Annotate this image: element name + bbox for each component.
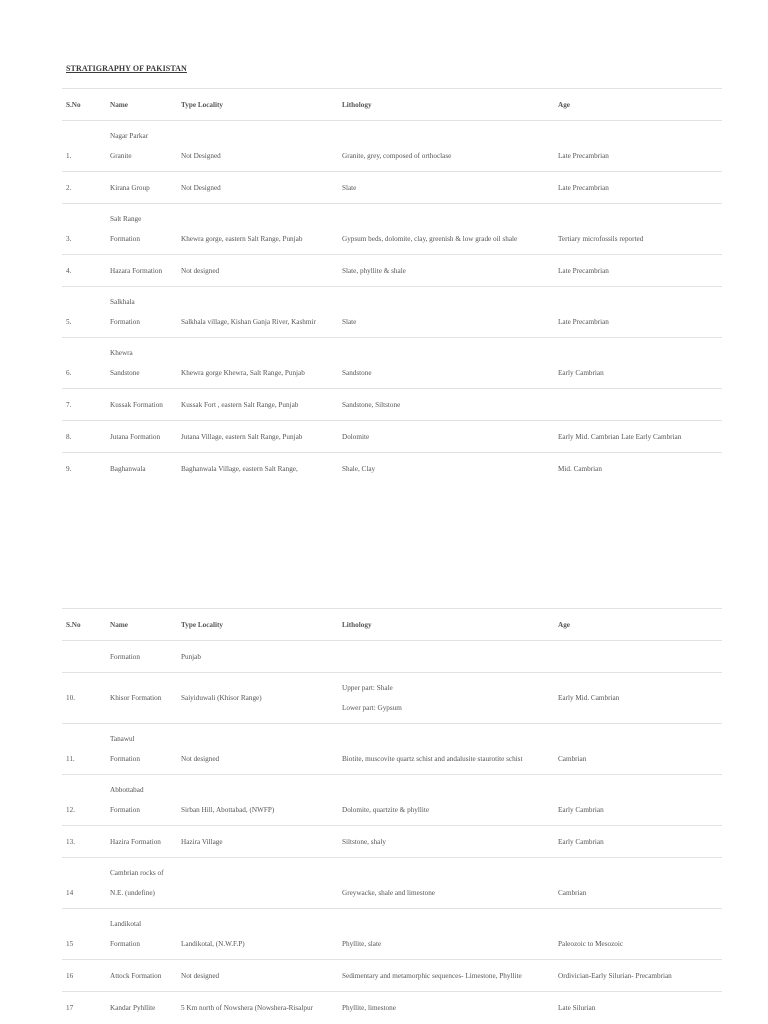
row-sno: 7. bbox=[62, 389, 106, 421]
row-name-line2: Granite bbox=[110, 152, 132, 160]
row-name: Hazara Formation bbox=[106, 255, 177, 287]
row-name-line2: Formation bbox=[110, 940, 140, 948]
row-lithology: Sedimentary and metamorphic sequences- Limestone, Phyllite bbox=[338, 960, 554, 992]
row-lithology: Phyllite, limestone bbox=[338, 992, 554, 1024]
row-age: Late Precambrian bbox=[554, 255, 722, 287]
header-age: Age bbox=[554, 89, 722, 121]
row-age: Late Precambrian bbox=[558, 152, 609, 160]
header-locality: Type Locality bbox=[177, 89, 338, 121]
row-sno: 3. bbox=[66, 235, 72, 243]
row-locality: Baghanwala Village, eastern Salt Range, bbox=[177, 453, 338, 485]
row-name-line2: Sandstone bbox=[110, 369, 140, 377]
row-lithology: Biotite, muscovite quartz schist and andalusite staurotite schist bbox=[342, 755, 523, 763]
row-name-line1: Tanawul bbox=[110, 735, 135, 743]
table-row bbox=[62, 287, 722, 338]
table-row bbox=[62, 641, 722, 673]
row-sno: 15 bbox=[66, 940, 74, 948]
row-lithology: Slate bbox=[338, 172, 554, 204]
row-locality: Kussak Fort , eastern Salt Range, Punjab bbox=[177, 389, 338, 421]
table-row bbox=[62, 960, 722, 992]
row-sno: 1. bbox=[66, 152, 72, 160]
row-name: Kussak Formation bbox=[106, 389, 177, 421]
row-age: Paleozoic to Mesozoic bbox=[558, 940, 624, 948]
row-lithology: Granite, grey, composed of orthoclase bbox=[342, 152, 452, 160]
row-lithology: Shale, Clay bbox=[338, 453, 554, 485]
row-age: Cambrian bbox=[558, 889, 587, 897]
row-lithology-line1: Upper part: Shale bbox=[342, 684, 393, 692]
row-name: Kandar Pyhllite bbox=[106, 992, 177, 1024]
row-locality: Not designed bbox=[181, 755, 220, 763]
row-name-line2: Formation bbox=[110, 755, 140, 763]
row-age: Late Precambrian bbox=[558, 318, 609, 326]
row-age: Cambrian bbox=[558, 755, 587, 763]
row-age: Late Silurian bbox=[554, 992, 722, 1024]
header-lithology: Lithology bbox=[338, 89, 554, 121]
row-locality: Not designed bbox=[177, 255, 338, 287]
row-locality: Not Designed bbox=[181, 152, 221, 160]
row-sno: 4. bbox=[62, 255, 106, 287]
row-lithology: Slate bbox=[342, 318, 357, 326]
table-row bbox=[62, 338, 722, 389]
row-age: Early Mid. Cambrian bbox=[554, 673, 722, 724]
table-row bbox=[62, 204, 722, 255]
row-lithology: Dolomite bbox=[338, 421, 554, 453]
row-name-line2: Formation bbox=[110, 235, 140, 243]
row-sno: 11. bbox=[66, 755, 75, 763]
row-name: Khisor Formation bbox=[106, 673, 177, 724]
header-name: Name bbox=[106, 89, 177, 121]
table-row bbox=[62, 724, 722, 775]
row-age: Late Precambrian bbox=[554, 172, 722, 204]
row-name: Kirana Group bbox=[106, 172, 177, 204]
row-lithology-line2: Lower part: Gypsum bbox=[342, 704, 402, 712]
row-sno: 14 bbox=[66, 889, 74, 897]
row-name: Jutana Formation bbox=[106, 421, 177, 453]
header-name: Name bbox=[106, 609, 177, 641]
row-locality: Sirban Hill, Abottabad, (NWFP) bbox=[181, 806, 275, 814]
stratigraphy-table-1 bbox=[62, 88, 722, 484]
row-locality: Not designed bbox=[177, 960, 338, 992]
row-name: Hazira Formation bbox=[106, 826, 177, 858]
row-lithology: Siltstone, shaly bbox=[338, 826, 554, 858]
table-row bbox=[62, 775, 722, 826]
row-locality: Hazira Village bbox=[177, 826, 338, 858]
table-row bbox=[62, 992, 722, 1024]
row-locality bbox=[181, 888, 334, 898]
row-name-line1: Salkhala bbox=[110, 298, 135, 306]
row-sno: 13. bbox=[62, 826, 106, 858]
row-name-line1: Abbottabad bbox=[110, 786, 144, 794]
row-lithology: Dolomite, quartzite & phyllite bbox=[342, 806, 430, 814]
row-age bbox=[554, 641, 722, 673]
row-age: Early Cambrian bbox=[558, 806, 604, 814]
table-header-row bbox=[62, 609, 722, 641]
row-lithology: Slate, phyllite & shale bbox=[338, 255, 554, 287]
row-name-line1: Khewra bbox=[110, 349, 133, 357]
table-row bbox=[62, 858, 722, 909]
row-name-line1: Salt Range bbox=[110, 215, 142, 223]
row-age: Early Mid. Cambrian Late Early Cambrian bbox=[554, 421, 722, 453]
row-sno: 17 bbox=[62, 992, 106, 1024]
row-name-line2: N.E. (undefine) bbox=[110, 889, 155, 897]
table-row bbox=[62, 421, 722, 453]
table-row bbox=[62, 673, 722, 724]
row-locality: Punjab bbox=[177, 641, 338, 673]
row-sno: 5. bbox=[66, 318, 72, 326]
row-sno bbox=[62, 641, 106, 673]
table-header-row bbox=[62, 89, 722, 121]
table-row bbox=[62, 453, 722, 485]
row-name: Formation bbox=[106, 641, 177, 673]
row-name-line1: Landikotal bbox=[110, 920, 142, 928]
row-age: Ordivician-Early Silurian- Precambrian bbox=[554, 960, 722, 992]
row-locality: Landikotal, (N.W.F.P) bbox=[181, 940, 245, 948]
table-row bbox=[62, 826, 722, 858]
row-age: Tertiary microfossils reported bbox=[558, 235, 644, 243]
row-name-line1: Cambrian rocks of bbox=[110, 869, 164, 877]
stratigraphy-table-2 bbox=[62, 608, 722, 1023]
row-lithology: Greywacke, shale and limestone bbox=[342, 889, 436, 897]
row-sno: 8. bbox=[62, 421, 106, 453]
row-sno: 6. bbox=[66, 369, 72, 377]
header-locality: Type Locality bbox=[177, 609, 338, 641]
row-locality: Not Designed bbox=[177, 172, 338, 204]
table-row bbox=[62, 389, 722, 421]
row-age: Early Cambrian bbox=[554, 826, 722, 858]
header-sno: S.No bbox=[62, 609, 106, 641]
row-lithology: Gypsum beds, dolomite, clay, greenish & low grade oil shale bbox=[342, 235, 518, 243]
row-age: Mid. Cambrian bbox=[554, 453, 722, 485]
row-locality: Khewra gorge, eastern Salt Range, Punjab bbox=[181, 235, 303, 243]
row-lithology: Sandstone bbox=[342, 369, 372, 377]
row-name-line2: Formation bbox=[110, 806, 140, 814]
row-name: Baghanwala bbox=[106, 453, 177, 485]
table-row bbox=[62, 121, 722, 172]
row-age bbox=[554, 389, 722, 421]
header-sno: S.No bbox=[62, 89, 106, 121]
row-name-line2: Formation bbox=[110, 318, 140, 326]
row-name-line1: Nagar Parkar bbox=[110, 132, 149, 140]
table-row bbox=[62, 255, 722, 287]
row-sno: 12. bbox=[66, 806, 75, 814]
row-sno: 10. bbox=[62, 673, 106, 724]
document-title: STRATIGRAPHY OF PAKISTAN bbox=[66, 64, 187, 73]
row-locality: 5 Km north of Nowshera (Nowshera-Risalpur bbox=[177, 992, 338, 1024]
row-lithology: Sandstone, Siltstone bbox=[338, 389, 554, 421]
header-lithology: Lithology bbox=[338, 609, 554, 641]
row-locality: Khewra gorge Khewra, Salt Range, Punjab bbox=[181, 369, 305, 377]
row-locality: Jutana Village, eastern Salt Range, Punjab bbox=[177, 421, 338, 453]
table-row bbox=[62, 909, 722, 960]
row-sno: 2. bbox=[62, 172, 106, 204]
row-name: Attock Formation bbox=[106, 960, 177, 992]
table-row bbox=[62, 172, 722, 204]
row-lithology: Phyllite, slate bbox=[342, 940, 382, 948]
row-sno: 9. bbox=[62, 453, 106, 485]
row-sno: 16 bbox=[62, 960, 106, 992]
row-locality: Salkhala village, Kishan Ganja River, Kashmir bbox=[181, 318, 316, 326]
row-locality: Saiyiduwali (Khisor Range) bbox=[177, 673, 338, 724]
header-age: Age bbox=[554, 609, 722, 641]
row-age: Early Cambrian bbox=[558, 369, 604, 377]
row-lithology bbox=[338, 641, 554, 673]
